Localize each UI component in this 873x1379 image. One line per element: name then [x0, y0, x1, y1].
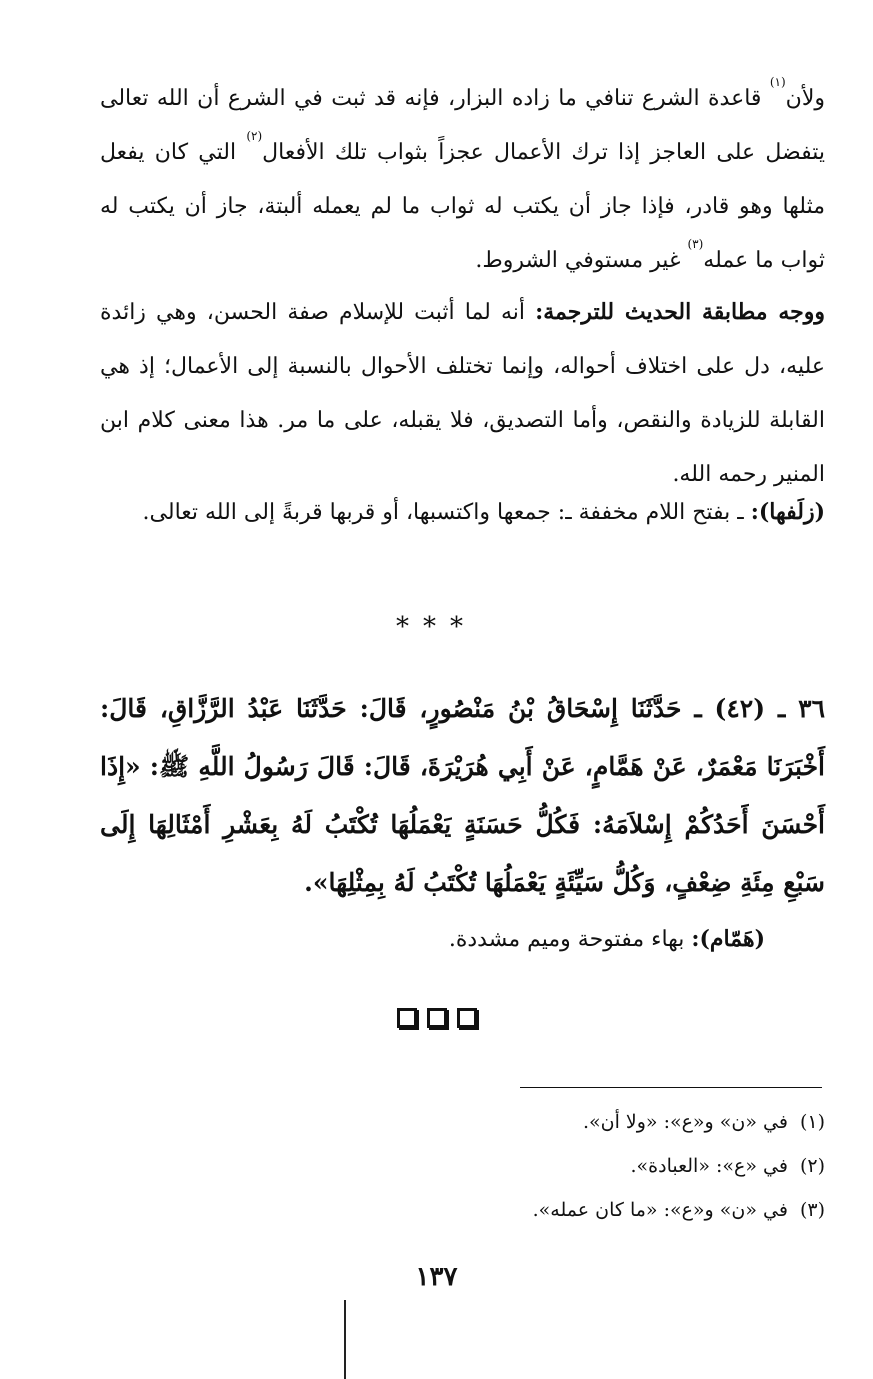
hadith-note-lead: (هَمّام): — [691, 926, 765, 952]
footnote-number: (٣) — [799, 1199, 825, 1221]
footnote-divider — [520, 1087, 822, 1088]
paragraph-3 — [100, 485, 825, 540]
square-ornament-icon — [397, 1008, 417, 1028]
paragraph-3-lead: (زلَفها): — [750, 499, 825, 525]
section-separator: *** — [396, 612, 477, 642]
footnote-text: في «ع»: «العبادة». — [630, 1155, 788, 1177]
paragraph-1-part-d: غير مستوفي الشروط. — [475, 248, 688, 273]
footnotes — [400, 1100, 825, 1232]
footnote-text: في «ن» و«ع»: «ما كان عمله». — [532, 1199, 788, 1221]
paragraph-2-lead: ووجه مطابقة الحديث للترجمة: — [535, 299, 825, 325]
paragraph-3-text: ـ بفتح اللام مخففة ـ: جمعها واكتسبها، أو قربها قربةً إلى الله تعالى. — [142, 500, 751, 525]
paragraph-1-part-b: قاعدة الشرع تنافي ما زاده البزار، فإنه قد ثبت في الشرع أن الله تعالى يتفضل على العاجز إذا ترك الأعمال عجزاً بثواب تلك الأفعال — [100, 86, 825, 165]
footnote-3 — [400, 1188, 825, 1232]
hadith-note-text: بهاء مفتوحة وميم مشددة. — [448, 927, 692, 952]
paragraph-2-text: أنه لما أثبت للإسلام صفة الحسن، وهي زائدة عليه، دل على اختلاف أحواله، وإنما تختلف الأحوال بالنسبة إلى الأعمال؛ إذ هي القابلة للزيادة والنقص، وأما التصديق، فلا يقبله، على ما مر. هذا معنى كلام ابن المنير رحمه الله. — [100, 300, 825, 487]
footnote-ref-3: (٣) — [687, 237, 704, 251]
footnote-text: في «ن» و«ع»: «ولا أن». — [582, 1111, 788, 1133]
paragraph-2 — [100, 285, 825, 502]
footnote-number: (٢) — [799, 1155, 825, 1177]
footnote-1 — [400, 1100, 825, 1144]
footnote-ref-1: (١) — [769, 75, 786, 89]
paragraph-1-part-c: التي كان يفعل مثلها وهو قادر، فإذا جاز أن يكتب له ثواب ما لم يعمله ألبتة، جاز أن يكتب له ثواب ما عمله — [100, 140, 825, 273]
hadith-note — [100, 915, 765, 964]
footnote-ref-2: (٢) — [246, 129, 263, 143]
square-ornament-icon — [457, 1008, 477, 1028]
paragraph-1-part-a: ولأن — [785, 86, 825, 111]
footnote-number: (١) — [799, 1111, 825, 1133]
footnote-2 — [400, 1144, 825, 1188]
binding-line — [344, 1300, 346, 1379]
square-ornament-icon — [427, 1008, 447, 1028]
paragraph-1 — [100, 72, 825, 288]
page-number: ١٣٧ — [415, 1262, 458, 1292]
end-marker — [0, 1008, 873, 1028]
hadith-text: ٣٦ ـ (٤٢) ـ حَدَّثَنَا إِسْحَاقُ بْنُ مَنْصُورٍ، قَالَ: حَدَّثَنَا عَبْدُ الرَّزَّاقِ، قَالَ: أَخْبَرَنَا مَعْمَرٌ، عَنْ هَمَّامٍ، عَنْ أَبِي هُرَيْرَةَ، قَالَ: قَالَ رَسُولُ اللَّهِ ﷺ: «إِذَا أَحْسَنَ أَحَدُكُمْ إِسْلاَمَهُ: فَكُلُّ حَسَنَةٍ يَعْمَلُهَا تُكْتَبُ لَهُ بِعَشْرِ أَمْثَالِهَا إِلَى سَبْعِ مِئَةِ ضِعْفٍ، وَكُلُّ سَيِّئَةٍ يَعْمَلُهَا تُكْتَبُ لَهُ بِمِثْلِهَا». — [100, 694, 826, 897]
